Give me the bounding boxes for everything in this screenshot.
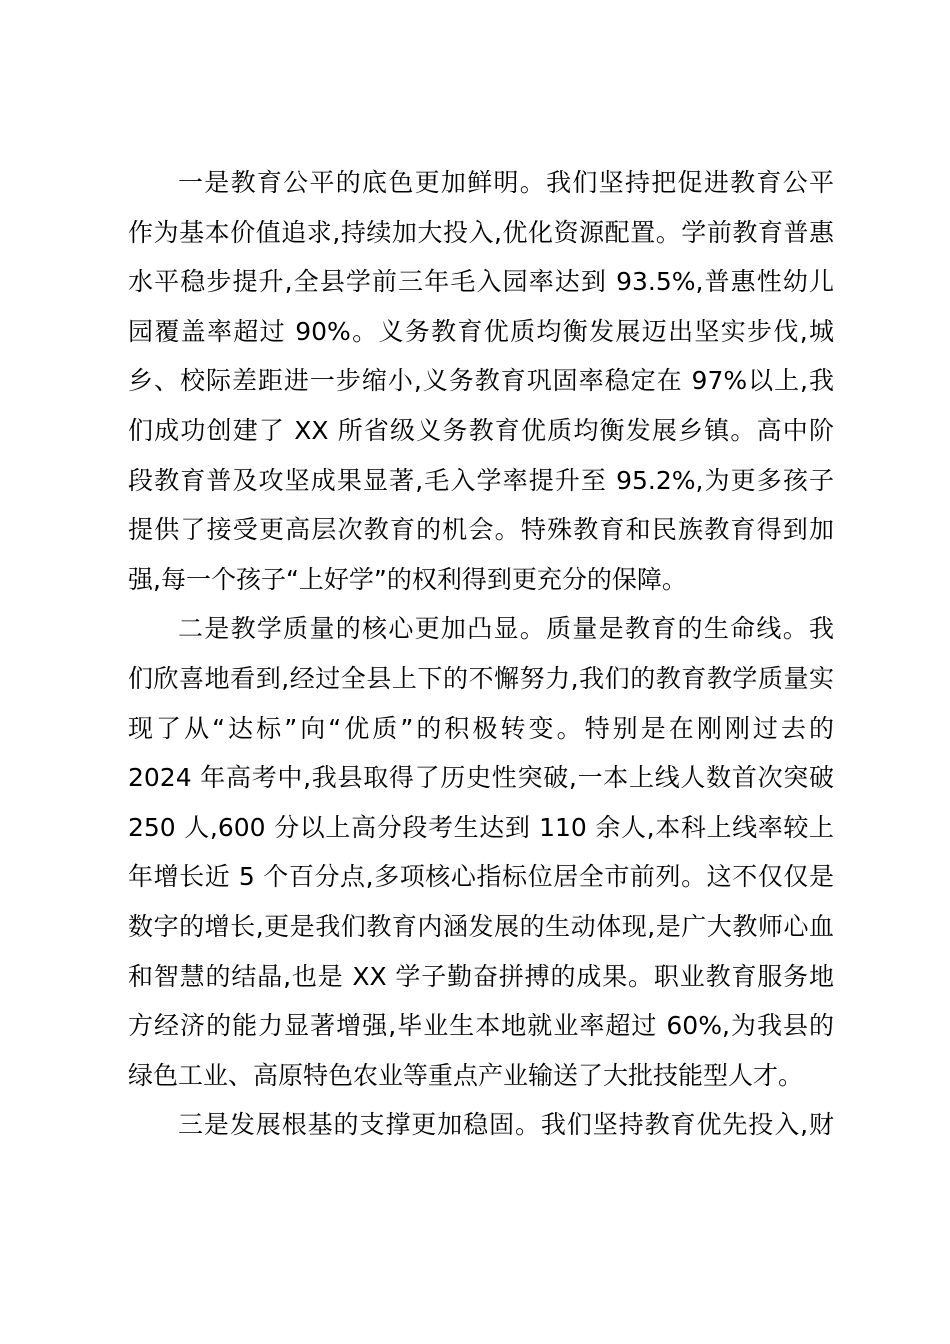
text-line: 三是发展根基的支撑更加稳固。我们坚持教育优先投入,财 (178, 1110, 834, 1140)
paragraph-development-foundation (128, 1100, 834, 1150)
text-line: 二是教学质量的核心更加凸显。质量是教育的生命线。我 (178, 614, 834, 644)
text-line: 方经济的能力显著增强,毕业生本地就业率超过 60%,为我县的 (128, 1011, 834, 1041)
text-line: 2024 年高考中,我县取得了历史性突破,一本上线人数首次突破 (128, 763, 834, 793)
text-line: 绿色工业、高原特色农业等重点产业输送了大批技能型人才。 (128, 1060, 804, 1090)
text-line: 们欣喜地看到,经过全县上下的不懈努力,我们的教育教学质量实 (128, 663, 834, 693)
paragraph-teaching-quality (128, 604, 834, 1100)
text-line: 一是教育公平的底色更加鲜明。我们坚持把促进教育公平 (178, 168, 834, 197)
text-line: 和智慧的结晶,也是 XX 学子勤奋拼搏的成果。职业教育服务地 (128, 961, 834, 991)
text-line: 园覆盖率超过 90%。义务教育优质均衡发展迈出坚实步伐,城 (128, 316, 834, 346)
text-line: 年增长近 5 个百分点,多项核心指标位居全市前列。这不仅仅是 (128, 862, 834, 892)
text-line: 提供了接受更高层次教育的机会。特殊教育和民族教育得到加 (128, 515, 834, 545)
text-line: 作为基本价值追求,持续加大投入,优化资源配置。学前教育普惠 (128, 217, 834, 247)
text-line: 水平稳步提升,全县学前三年毛入园率达到 93.5%,普惠性幼儿 (128, 267, 834, 297)
text-line: 们成功创建了 XX 所省级义务教育优质均衡发展乡镇。高中阶 (128, 415, 834, 445)
text-line: 乡、校际差距进一步缩小,义务教育巩固率稳定在 97%以上,我 (128, 366, 834, 396)
document-body (128, 158, 834, 1150)
text-line: 250 人,600 分以上高分段考生达到 110 余人,本科上线率较上 (128, 812, 834, 842)
text-line: 现了从“达标”向“优质”的积极转变。特别是在刚刚过去的 (128, 713, 834, 743)
text-line: 段教育普及攻坚成果显著,毛入学率提升至 95.2%,为更多孩子 (128, 465, 834, 495)
paragraph-education-equity (128, 158, 834, 604)
text-line: 数字的增长,更是我们教育内涵发展的生动体现,是广大教师心血 (128, 911, 834, 941)
text-line: 强,每一个孩子“上好学”的权利得到更充分的保障。 (128, 564, 687, 594)
